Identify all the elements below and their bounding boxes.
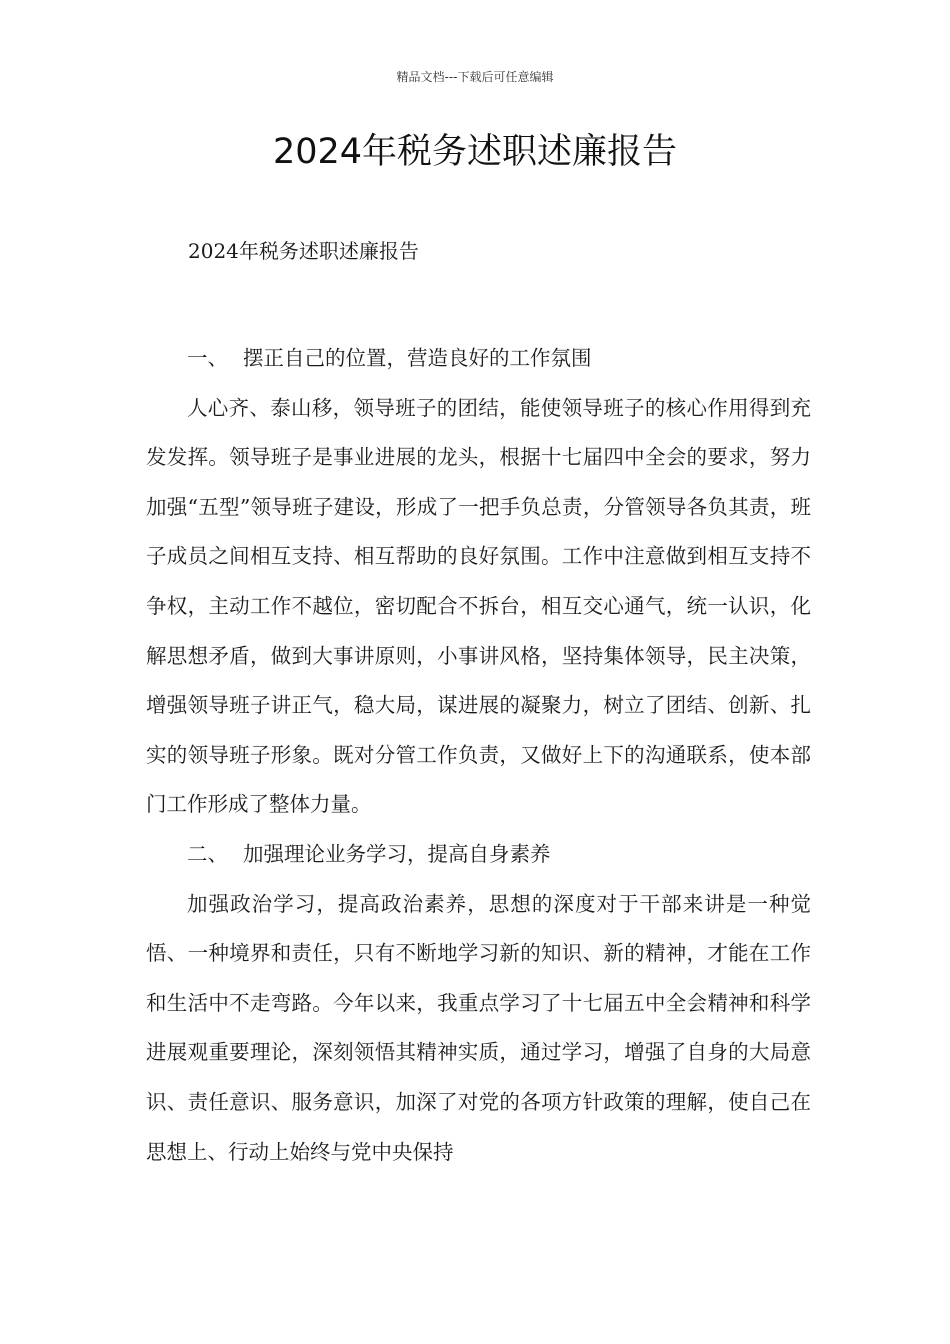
section-2-heading-text: 加强理论业务学习，提高自身素养 bbox=[243, 841, 551, 866]
section-2-heading bbox=[146, 830, 811, 880]
document-subtitle: 2024年税务述职述廉报告 bbox=[188, 239, 419, 263]
document-body bbox=[146, 334, 811, 1177]
section-1-heading bbox=[146, 334, 811, 384]
header-note: 精品文档---下载后可任意编辑 bbox=[396, 70, 554, 84]
section-1-paragraph: 人心齐、泰山移，领导班子的团结，能使领导班子的核心作用得到充发发挥。领导班子是事业进展的龙头，根据十七届四中全会的要求，努力加强“五型”领导班子建设，形成了一把手负总责，分管领导各负其责，班子成员之间相互支持、相互帮助的良好氛围。工作中注意做到相互支持不争权，主动工作不越位，密切配合不拆台，相互交心通气，统一认识，化解思想矛盾，做到大事讲原则，小事讲风格，坚持集体领导，民主决策，增强领导班子讲正气，稳大局，谋进展的凝聚力，树立了团结、创新、扎实的领导班子形象。既对分管工作负责，又做好上下的沟通联系，使本部门工作形成了整体力量。 bbox=[146, 395, 811, 817]
section-1-number: 一、 bbox=[187, 346, 228, 370]
section-2-paragraph: 加强政治学习，提高政治素养，思想的深度对于干部来讲是一种觉悟、一种境界和责任，只有不断地学习新的知识、新的精神，才能在工作和生活中不走弯路。今年以来，我重点学习了十七届五中全会精神和科学进展观重要理论，深刻领悟其精神实质，通过学习，增强了自身的大局意识、责任意识、服务意识，加深了对党的各项方针政策的理解，使自己在思想上、行动上始终与党中央保持 bbox=[146, 891, 811, 1164]
section-2-number: 二、 bbox=[187, 841, 228, 866]
section-1-heading-text: 摆正自己的位置，营造良好的工作氛围 bbox=[243, 346, 592, 370]
document-title: 2024年税务述职述廉报告 bbox=[272, 132, 678, 172]
